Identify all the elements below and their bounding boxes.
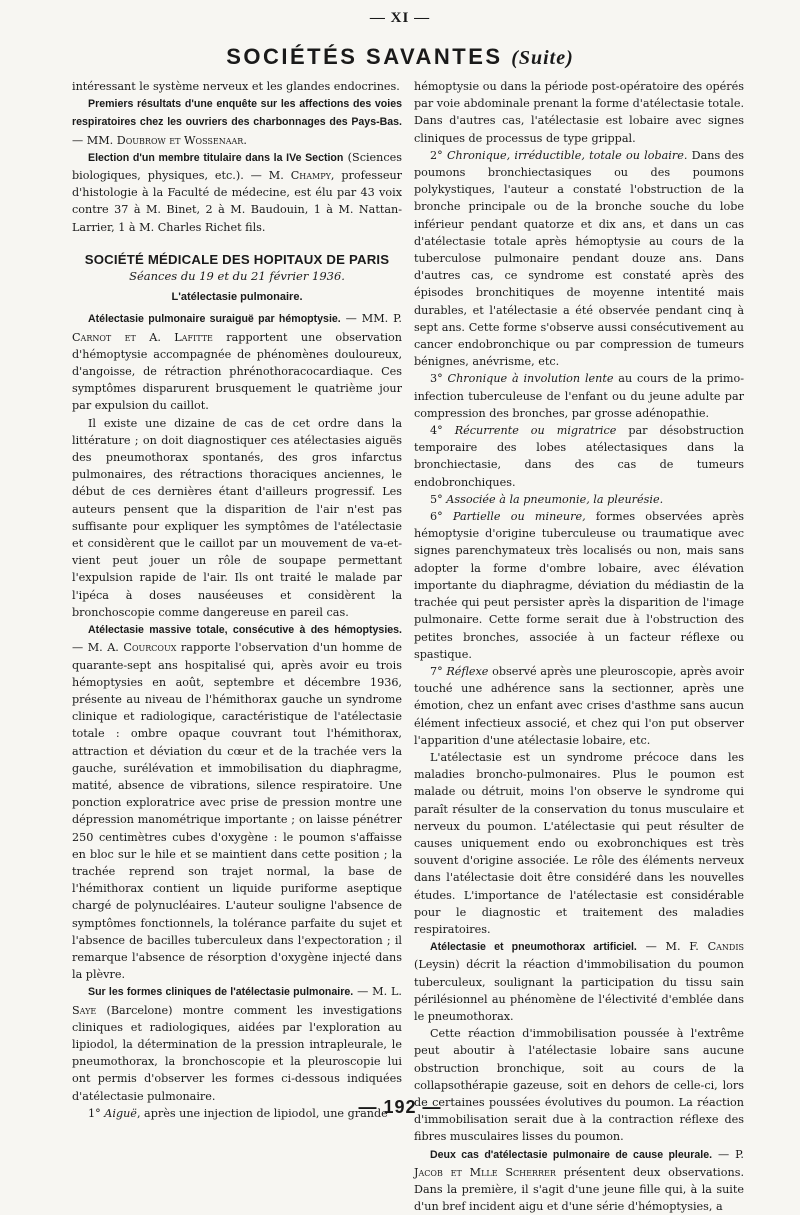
list-item bbox=[414, 370, 744, 422]
list-label: Chronique à involution lente bbox=[447, 372, 614, 386]
list-number: 6° bbox=[430, 510, 453, 524]
entry-author: Champy bbox=[290, 169, 331, 183]
running-title-text: SOCIÉTÉS SAVANTES bbox=[226, 44, 503, 69]
entry-text: présentent deux observations. Dans la première, il s'agit d'une jeune fille qui, à la suite d'un bref incident aigu et d'une série d'hémoptysies, a bbox=[414, 1165, 744, 1214]
entry-lead: — P. bbox=[712, 1147, 744, 1161]
page-number: — 192 — bbox=[358, 1097, 442, 1117]
list-label: Réflexe bbox=[446, 664, 489, 678]
entry-title: Deux cas d'atélectasie pulmonaire de cause pleurale. bbox=[430, 1148, 713, 1161]
list-text: par désobstruction temporaire des lobes atélectasiques dans la bronchiectasie, dans des cas de tumeurs endobronchiques. bbox=[414, 424, 744, 489]
list-label: Récurrente ou migratrice bbox=[454, 424, 617, 438]
entry-lead: — M. bbox=[353, 985, 391, 999]
running-title bbox=[0, 44, 800, 70]
entry-lead: — MM. bbox=[72, 133, 117, 147]
entry-title: Election d'un membre titulaire dans la IVe Section bbox=[88, 151, 344, 164]
entry-massive bbox=[72, 621, 402, 983]
entry-authors: P. Carnot et A. Lafitte bbox=[72, 312, 402, 344]
entry-title: Atélectasie et pneumothorax artificiel. bbox=[430, 941, 637, 954]
list-text: , après une injection de lipiodol, une grande bbox=[136, 1106, 388, 1120]
paragraph: L'atélectasie est un syndrome précoce dans les maladies broncho-pulmonaires. Plus le poumon est malade ou détruit, moins l'on observe le syndrome qui paraît résulter de la conservation du tonus musculaire et nerveux du poumon. L'atélectasie qui peut résulter de causes uniquement endo ou exobronchiques est très souvent d'origine associée. Le rôle des éléments nerveux dans l'atélectasie doit être considéré dans les nouvelles études. L'importance de l'atélectasie est considérable pour le diagnostic et traitement des maladies respiratoires. bbox=[414, 750, 744, 936]
list-label: Aiguë bbox=[104, 1106, 137, 1120]
entry-suraigue bbox=[72, 310, 402, 414]
list-label: Associée à la pneumonie, la pleurésie. bbox=[446, 492, 664, 506]
section-dates: Séances du 19 et du 21 février 1936. bbox=[129, 269, 345, 284]
list-item bbox=[414, 422, 744, 491]
list-number: 7° bbox=[430, 664, 447, 678]
list-number: 1° bbox=[88, 1106, 105, 1120]
list-number: 3° bbox=[430, 372, 448, 386]
list-text: Dans des poumons bronchiectasiques ou des poumons polykystiques, l'auteur a constaté l'obstruction de la bronche principale ou de la bronche souche du lobe inférieur pendant quatorze et dix ans, et dans un cas d'atélectasie totale après hémoptysie au cours de la tuberculose pulmonaire pendant douze ans. Dans d'autres cas, ce syndrome est constaté après des épisodes bronchitiques de moyenne intentité mais durables, et l'atélectasie a été observée pendant cinq à sept ans. Cette forme s'observe aussi consécutivement au cancer endobronchique ou par compression de tumeurs bénignes, anévrisme, etc. bbox=[414, 148, 744, 369]
list-text: formes observées après hémoptysie d'origine tuberculeuse ou traumatique avec signes parenchymateux très localisés ou non, mais sans adopter la forme d'ombre lobaire, avec élévation importante du diaphragme, déviation du médiastin de la trachée qui peut persister après la disparition de l'image pulmonaire. Cette forme serait due à l'obstruction des petites bronches, associée à un facteur réflexe ou spastique. bbox=[414, 510, 744, 661]
list-number: 4° bbox=[430, 424, 455, 438]
entry-election bbox=[72, 149, 402, 236]
running-title-suite: (Suite) bbox=[511, 47, 574, 69]
paragraph: hémoptysie ou dans la période post-opératoire des opérés par voie abdominale prenant la forme d'atélectasie totale. Dans d'autres cas, l'atélectasie est lobaire avec signes cliniques de processus de type grippal. bbox=[414, 80, 744, 145]
paragraph: intéressant le système nerveux et les glandes endocrines. bbox=[72, 80, 400, 93]
entry-cause-pleurale bbox=[414, 1146, 744, 1215]
entry-lead: — M. F. bbox=[636, 940, 708, 954]
entry-author: Candis bbox=[707, 940, 744, 954]
entry-text: rapportent une observation d'hémoptysie accompagnée de phénomènes douloureux, d'angoisse, de rétraction phrénothoracocardiaque. Ces symptômes disparurent brusquement le quatrième jour par expulsion du caillot. bbox=[72, 330, 402, 413]
entry-lead: — MM. bbox=[340, 312, 394, 326]
entry-title: Sur les formes cliniques de l'atélectasie pulmonaire. bbox=[88, 986, 354, 999]
list-label: Chronique, irréductible, totale ou lobaire. bbox=[446, 148, 688, 162]
entry-text: (Barcelone) montre comment les investigations cliniques et radiologiques, aidées par l'exploration au lipiodol, la détermination de la pression intrapleurale, le pneumothorax, la bronchoscopie et la pleuroscopie lui ont permis d'observer les formes ci-dessous indiquées d'atélectasie pulmonaire. bbox=[72, 1003, 402, 1103]
list-number: 5° bbox=[430, 492, 447, 506]
paragraph: Il existe une dizaine de cas de cet ordre dans la littérature ; on doit diagnostiquer ces atélectasies aiguës des pneumothorax spontanés, des gros infarctus pulmonaires, des rétractions thoraciques anciennes, le début de ces dernières étant d'ailleurs progressif. Les auteurs pensent que la disparition de l'air n'est pas suffisante pour expliquer les symptômes de l'atélectasie et considèrent que le caillot par un mouvement de va-et-vient peut jouer un rôle de soupape permettant l'expulsion rapide de l'air. Ils ont traité le malade par l'ipéca à doses nauséeuses et considèrent la bronchoscopie comme dangereuse en pareil cas. bbox=[72, 416, 402, 619]
entry-authors: Jacob et Mlle Scherrer bbox=[414, 1165, 556, 1179]
left-column bbox=[72, 78, 402, 1122]
entry-author: L. Saye bbox=[72, 985, 402, 1017]
entry-text: (Sciences biologiques, physiques, etc.). — M. bbox=[72, 150, 402, 183]
entry-title: Premiers résultats d'une enquête sur les affections des voies respiratoires chez les ouvriers des charbonnages des Pays-Bas. bbox=[72, 98, 402, 129]
entry-text: rapporte l'observation d'un homme de quarante-sept ans hospitalisé qui, après avoir eu trois hémoptysies en août, septembre et décembre 1936, présente au niveau de l'hémithorax gauche un syndrome clinique et radiologique, caractéristique de l'atélectasie totale : ombre opaque couvrant tout l'hémithorax, attraction et déviation du cœur et de la trachée vers la gauche, surélévation et immobilisation du diaphragme, matité, absence de vibrations, silence respiratoire. Une ponction exploratrice avec prise de pression montre une dépression manométrique importante ; on laisse pénétrer 250 centimètres cubes d'oxygène : le poumon s'affaisse en bloc sur le hile et se maintient dans cette position ; la trachée reprend son trajet normal, la base de l'hémithorax contient un liquide puriforme aseptique chargé de polynucléaires. L'auteur souligne l'absence de symptômes fonctionnels, la tolérance parfaite du sujet et l'absence de bacilles tuberculeux dans l'expectoration ; il remarque l'absence de résorption d'oxygène injecté dans la plèvre. bbox=[72, 641, 402, 982]
paragraph: Cette réaction d'immobilisation poussée à l'extrême peut aboutir à l'atélectasie lobaire sans aucune obstruction bronchique, soit au cours de la collapsothérapie gazeuse, soit en dehors de celle-ci, lors de certaines poussées évolutives du poumon. La réaction d'immobilisation serait due à la contraction réflexe des fibres musculaires lisses du poumon. bbox=[414, 1027, 744, 1144]
section-subtitle: L'atélectasie pulmonaire. bbox=[171, 291, 303, 304]
entry-formes-cliniques bbox=[72, 983, 402, 1104]
list-number: 2° bbox=[430, 148, 447, 162]
list-item bbox=[414, 663, 744, 749]
list-item bbox=[414, 508, 744, 663]
list-item bbox=[414, 491, 744, 508]
entry-authors: Doubrow et Wossenaar. bbox=[116, 133, 247, 147]
list-text: au cours de la primo-infection tuberculeuse de l'enfant ou du jeune adulte par compression des bronches, par grosse adénopathie. bbox=[414, 372, 744, 420]
right-column bbox=[414, 78, 744, 1215]
list-text: observé après une pleuroscopie, après avoir touché une adhérence sans la sectionner, après une émotion, chez un enfant avec crises d'asthme sans aucun élément infectieux associé, et chez qui l'on put observer l'apparition d'une atélectasie lobaire, etc. bbox=[414, 664, 744, 747]
entry-title: Atélectasie pulmonaire suraiguë par hémoptysie. bbox=[88, 313, 341, 326]
list-label: Partielle ou mineure, bbox=[452, 510, 586, 524]
entry-text: , professeur d'histologie à la Faculté de médecine, est élu par 43 voix contre 37 à M. Binet, 2 à M. Baudouin, 1 à M. Nattan-Larrier, 1 à M. Charles Richet fils. bbox=[72, 169, 402, 234]
list-item bbox=[414, 147, 744, 371]
roman-page-number: — XI — bbox=[369, 10, 431, 26]
entry-title: Atélectasie massive totale, consécutive à des hémoptysies. bbox=[88, 624, 402, 637]
entry-lead: — M. A. bbox=[72, 641, 124, 655]
entry-pneumothorax bbox=[414, 938, 744, 1025]
entry-enquete bbox=[72, 95, 402, 149]
entry-text: (Leysin) décrit la réaction d'immobilisation du poumon tuberculeux, soulignant la participation du tissu sain périlésionnel au phénomène de l'électivité d'emblée dans le pneumothorax. bbox=[414, 958, 744, 1023]
section-heading: SOCIÉTÉ MÉDICALE DES HOPITAUX DE PARIS bbox=[84, 251, 390, 267]
entry-author: Courcoux bbox=[123, 641, 177, 655]
